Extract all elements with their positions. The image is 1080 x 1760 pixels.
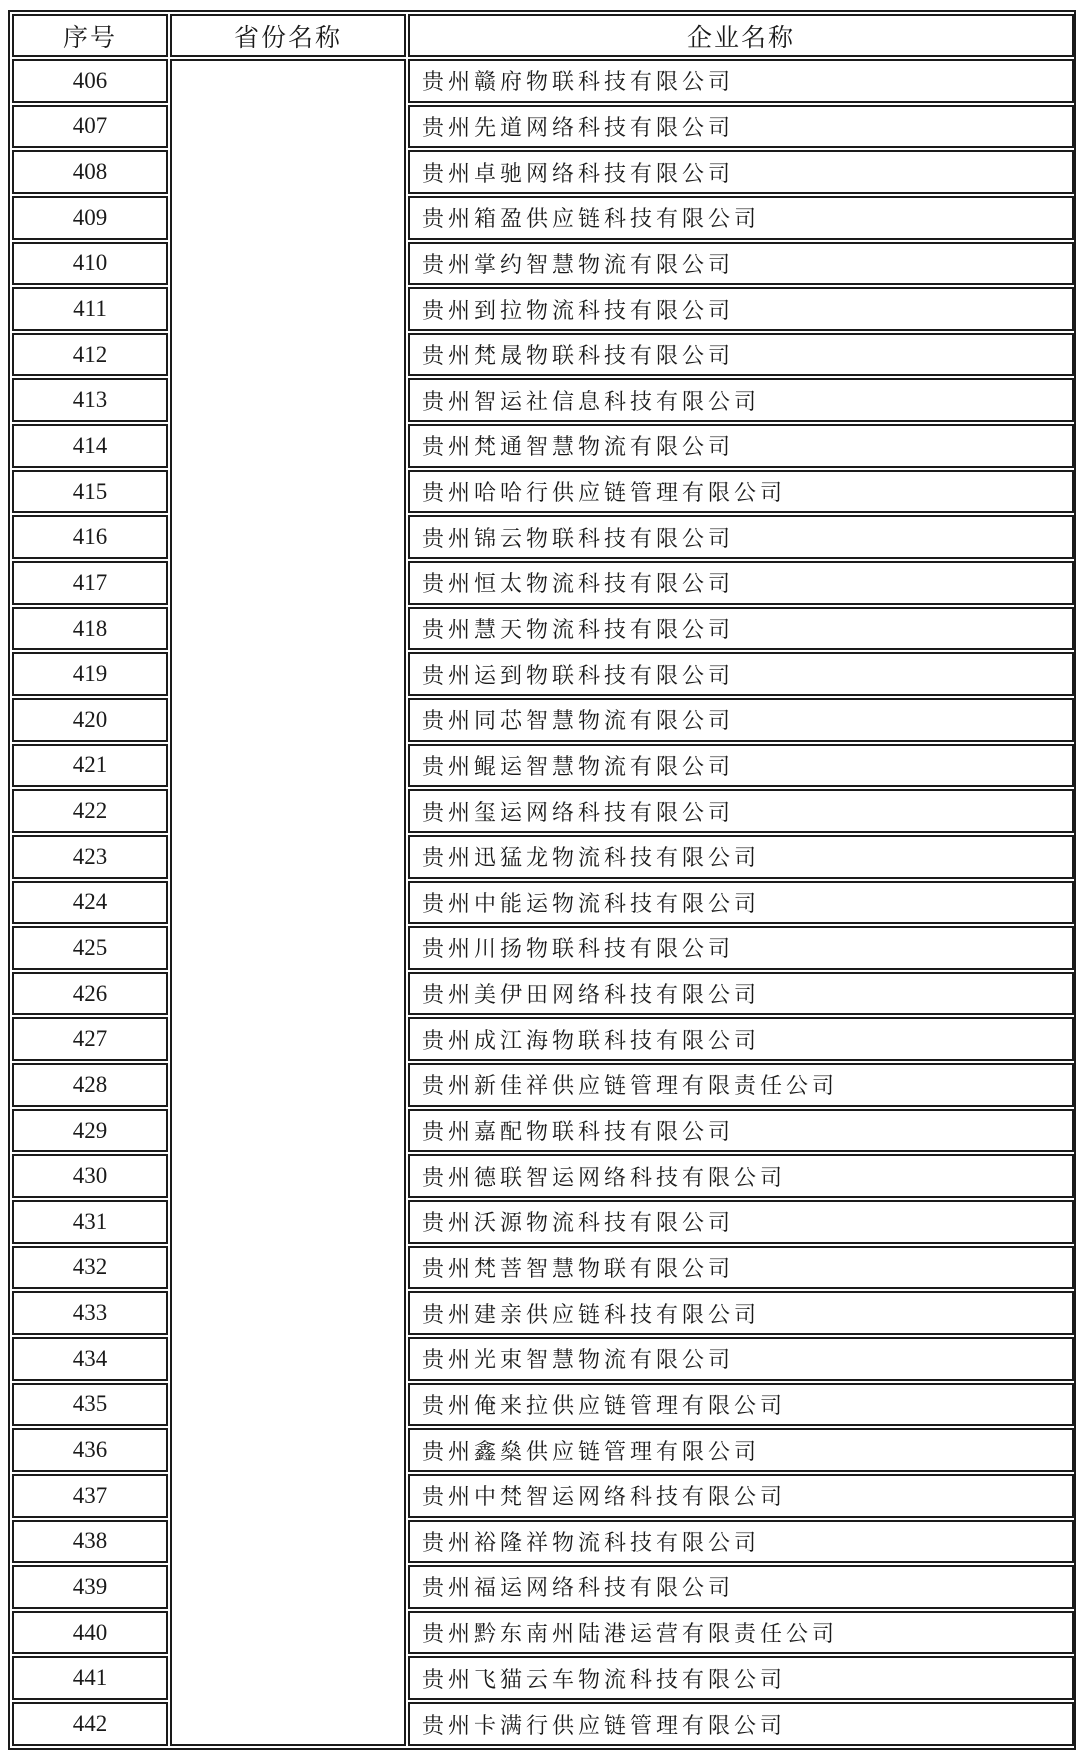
row-seq-cell: 417: [12, 561, 168, 605]
row-company-cell: 贵州中梵智运网络科技有限公司: [408, 1474, 1074, 1518]
row-seq-cell: 435: [12, 1383, 168, 1427]
row-seq-cell: 425: [12, 926, 168, 970]
row-company-cell: 贵州美伊田网络科技有限公司: [408, 972, 1074, 1016]
row-company-cell: 贵州梵晟物联科技有限公司: [408, 333, 1074, 377]
row-seq-cell: 428: [12, 1063, 168, 1107]
table-body: [12, 59, 1074, 1746]
row-company-cell: 贵州福运网络科技有限公司: [408, 1565, 1074, 1609]
row-seq-cell: 415: [12, 470, 168, 514]
row-company-cell: 贵州鑫燊供应链管理有限公司: [408, 1428, 1074, 1472]
table-row: [12, 59, 1074, 103]
row-seq-cell: 408: [12, 150, 168, 194]
row-seq-cell: 432: [12, 1246, 168, 1290]
row-seq-cell: 442: [12, 1702, 168, 1746]
row-company-cell: 贵州恒太物流科技有限公司: [408, 561, 1074, 605]
row-company-cell: 贵州智运社信息科技有限公司: [408, 378, 1074, 422]
row-seq-cell: 439: [12, 1565, 168, 1609]
row-seq-cell: 414: [12, 424, 168, 468]
row-company-cell: 贵州中能运物流科技有限公司: [408, 881, 1074, 925]
row-company-cell: 贵州梵通智慧物流有限公司: [408, 424, 1074, 468]
row-company-cell: 贵州鲲运智慧物流有限公司: [408, 744, 1074, 788]
province-merged-cell: [170, 59, 406, 1746]
row-company-cell: 贵州裕隆祥物流科技有限公司: [408, 1520, 1074, 1564]
row-company-cell: 贵州俺来拉供应链管理有限公司: [408, 1383, 1074, 1427]
row-company-cell: 贵州迅猛龙物流科技有限公司: [408, 835, 1074, 879]
row-company-cell: 贵州成江海物联科技有限公司: [408, 1017, 1074, 1061]
row-seq-cell: 406: [12, 59, 168, 103]
row-seq-cell: 424: [12, 881, 168, 925]
row-seq-cell: 433: [12, 1291, 168, 1335]
company-list-table: [10, 12, 1076, 1748]
row-seq-cell: 437: [12, 1474, 168, 1518]
row-company-cell: 贵州先道网络科技有限公司: [408, 105, 1074, 149]
row-company-cell: 贵州卡满行供应链管理有限公司: [408, 1702, 1074, 1746]
row-seq-cell: 419: [12, 652, 168, 696]
row-seq-cell: 426: [12, 972, 168, 1016]
row-seq-cell: 440: [12, 1611, 168, 1655]
row-company-cell: 贵州慧天物流科技有限公司: [408, 607, 1074, 651]
row-seq-cell: 429: [12, 1109, 168, 1153]
row-company-cell: 贵州卓驰网络科技有限公司: [408, 150, 1074, 194]
table-header-row: [12, 14, 1074, 57]
row-company-cell: 贵州嘉配物联科技有限公司: [408, 1109, 1074, 1153]
header-province: 省份名称: [170, 14, 406, 57]
row-company-cell: 贵州川扬物联科技有限公司: [408, 926, 1074, 970]
row-company-cell: 贵州哈哈行供应链管理有限公司: [408, 470, 1074, 514]
row-company-cell: 贵州到拉物流科技有限公司: [408, 287, 1074, 331]
row-seq-cell: 420: [12, 698, 168, 742]
row-seq-cell: 407: [12, 105, 168, 149]
row-company-cell: 贵州梵菩智慧物联有限公司: [408, 1246, 1074, 1290]
row-seq-cell: 438: [12, 1520, 168, 1564]
row-seq-cell: 431: [12, 1200, 168, 1244]
row-seq-cell: 436: [12, 1428, 168, 1472]
row-company-cell: 贵州锦云物联科技有限公司: [408, 515, 1074, 559]
row-company-cell: 贵州德联智运网络科技有限公司: [408, 1154, 1074, 1198]
row-seq-cell: 413: [12, 378, 168, 422]
row-company-cell: 贵州新佳祥供应链管理有限责任公司: [408, 1063, 1074, 1107]
row-seq-cell: 427: [12, 1017, 168, 1061]
header-seq: 序号: [12, 14, 168, 57]
row-company-cell: 贵州黔东南州陆港运营有限责任公司: [408, 1611, 1074, 1655]
row-company-cell: 贵州同芯智慧物流有限公司: [408, 698, 1074, 742]
row-seq-cell: 423: [12, 835, 168, 879]
row-seq-cell: 416: [12, 515, 168, 559]
row-company-cell: 贵州飞猫云车物流科技有限公司: [408, 1656, 1074, 1700]
row-seq-cell: 421: [12, 744, 168, 788]
row-seq-cell: 411: [12, 287, 168, 331]
row-seq-cell: 430: [12, 1154, 168, 1198]
row-company-cell: 贵州建亲供应链科技有限公司: [408, 1291, 1074, 1335]
row-seq-cell: 441: [12, 1656, 168, 1700]
row-company-cell: 贵州赣府物联科技有限公司: [408, 59, 1074, 103]
row-company-cell: 贵州玺运网络科技有限公司: [408, 789, 1074, 833]
row-seq-cell: 434: [12, 1337, 168, 1381]
header-company: 企业名称: [408, 14, 1074, 57]
company-list-table-frame: [8, 10, 1076, 1750]
row-seq-cell: 412: [12, 333, 168, 377]
row-company-cell: 贵州箱盈供应链科技有限公司: [408, 196, 1074, 240]
row-company-cell: 贵州沃源物流科技有限公司: [408, 1200, 1074, 1244]
row-seq-cell: 410: [12, 242, 168, 286]
row-seq-cell: 422: [12, 789, 168, 833]
row-company-cell: 贵州运到物联科技有限公司: [408, 652, 1074, 696]
row-seq-cell: 409: [12, 196, 168, 240]
row-company-cell: 贵州光束智慧物流有限公司: [408, 1337, 1074, 1381]
row-company-cell: 贵州掌约智慧物流有限公司: [408, 242, 1074, 286]
row-seq-cell: 418: [12, 607, 168, 651]
